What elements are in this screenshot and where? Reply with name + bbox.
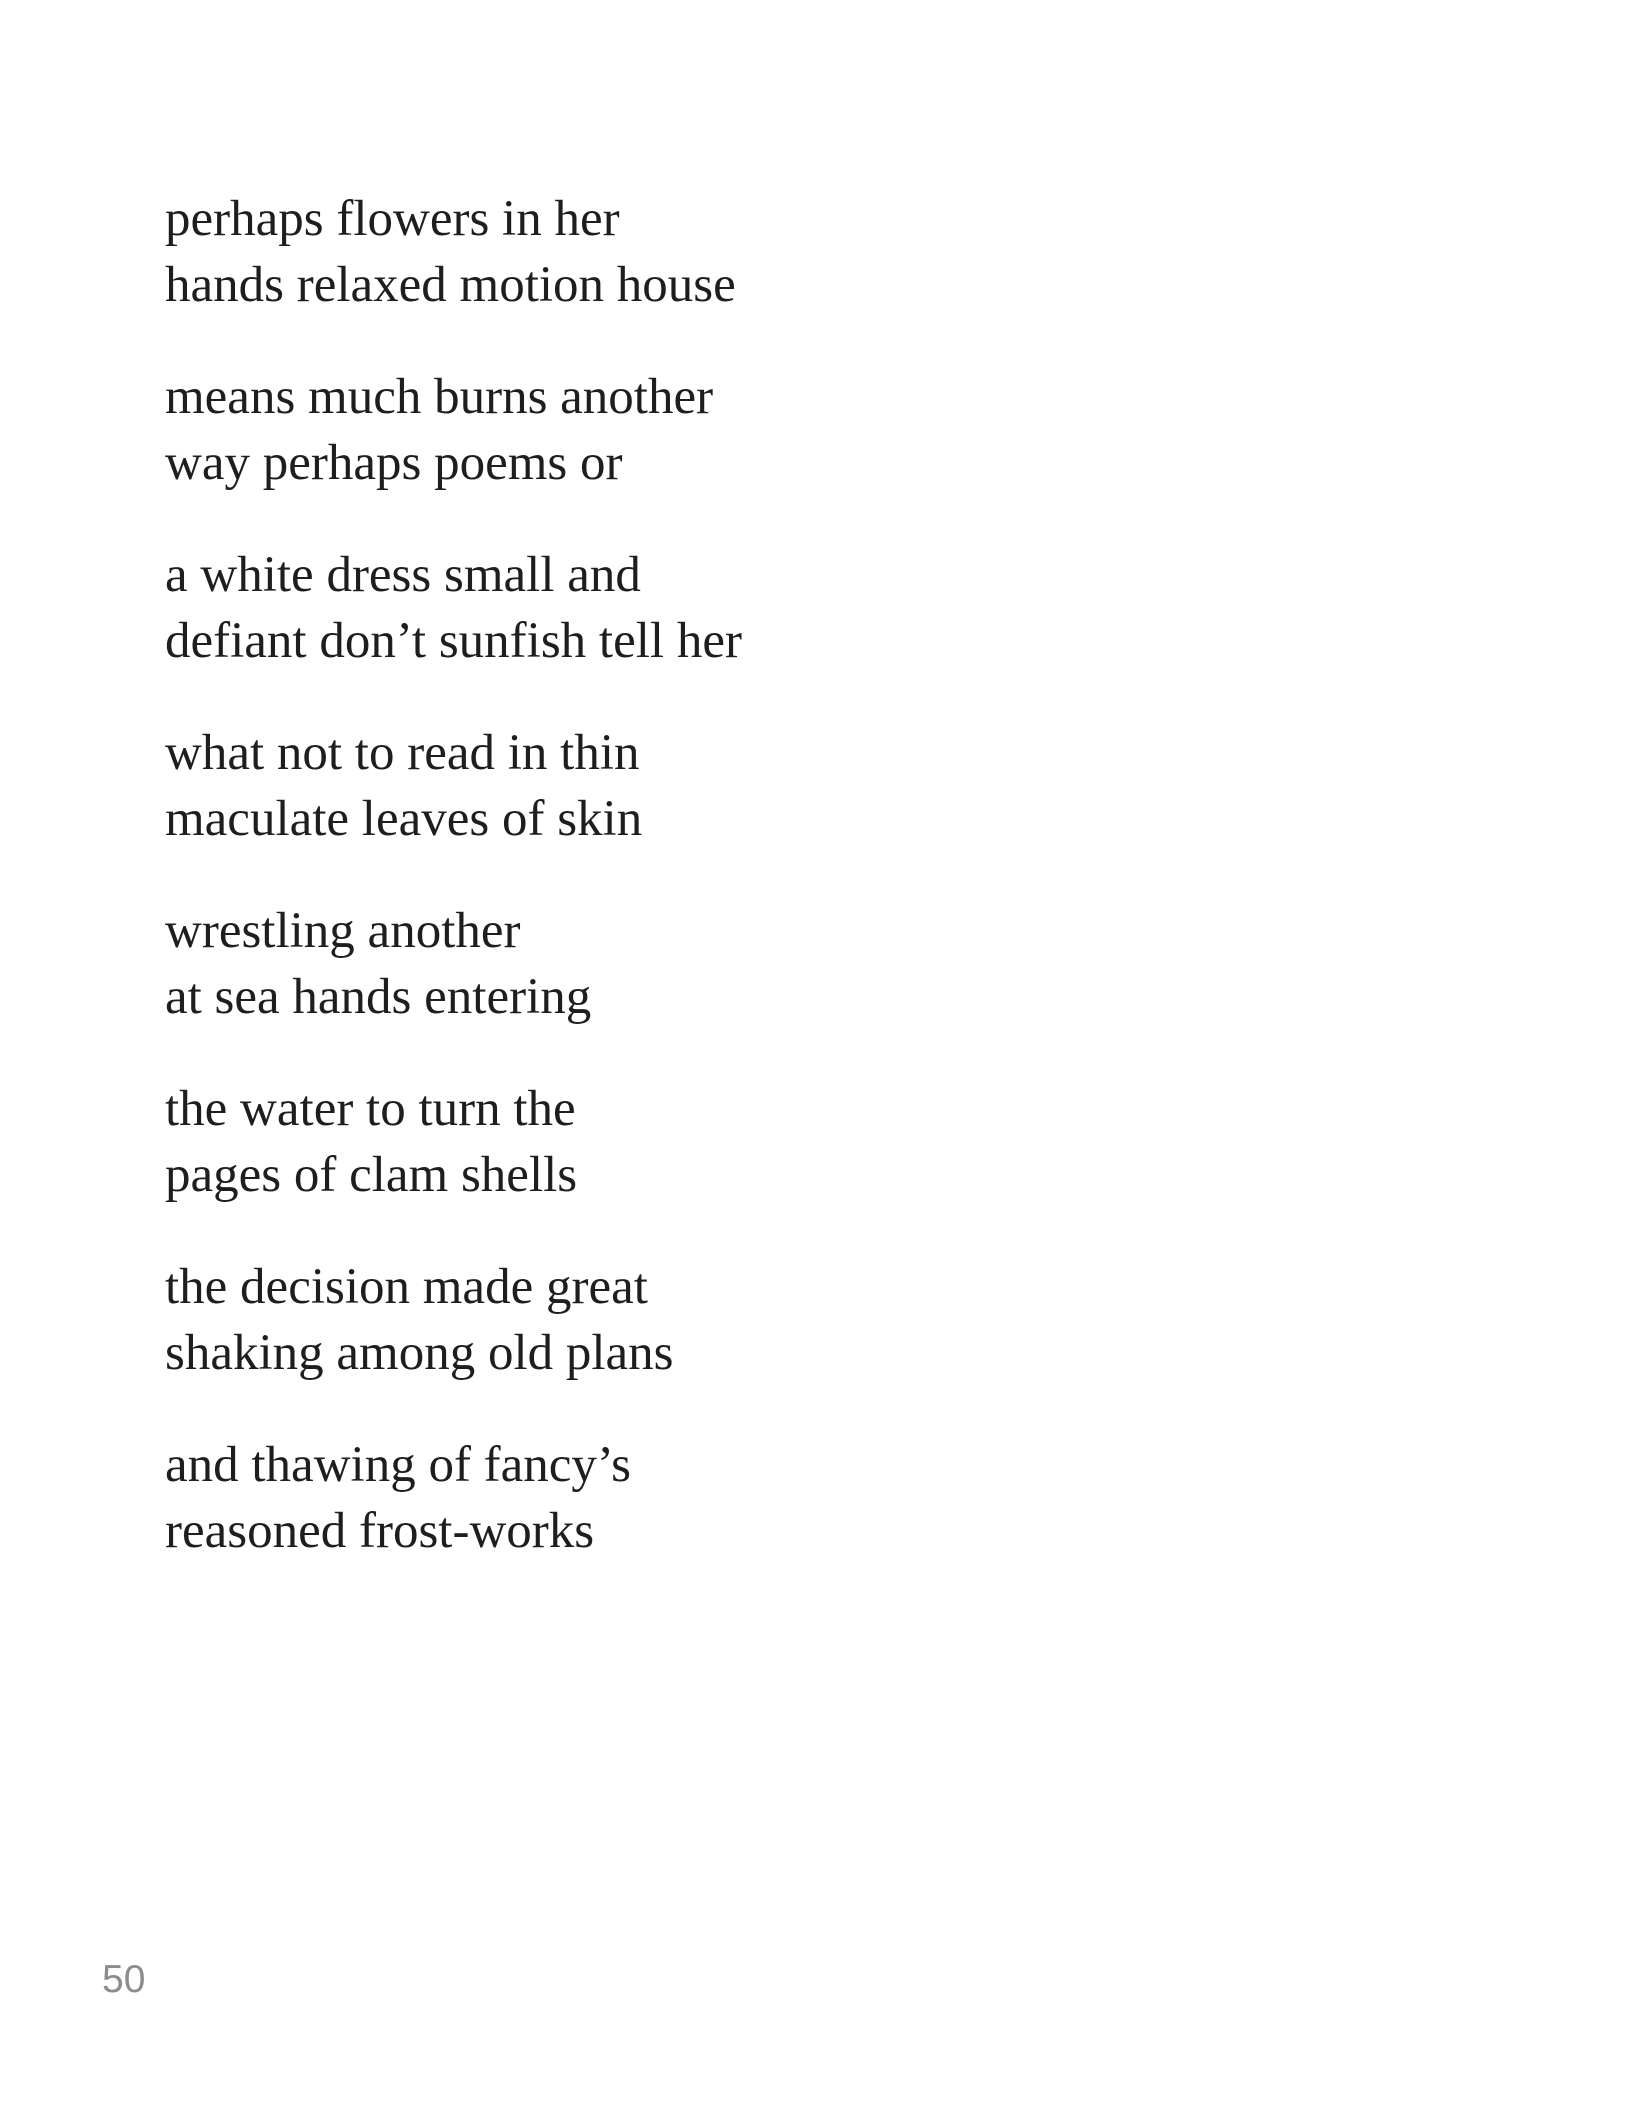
poem-line: what not to read in thin [165, 725, 640, 781]
poem-line: shaking among old plans [165, 1325, 674, 1381]
stanza [165, 1254, 742, 1386]
poem-line: way perhaps poems or [165, 435, 623, 491]
page-number: 50 [102, 1958, 146, 2001]
poem [165, 186, 742, 1610]
poem-line: the water to turn the [165, 1081, 576, 1137]
poem-line: wrestling another [165, 903, 521, 959]
poem-line: a white dress small and [165, 547, 641, 603]
stanza [165, 1432, 742, 1564]
stanza [165, 898, 742, 1030]
stanza [165, 364, 742, 496]
poem-line: perhaps flowers in her [165, 191, 620, 247]
poem-line: maculate leaves of skin [165, 791, 643, 847]
stanza [165, 720, 742, 852]
poem-line: at sea hands entering [165, 969, 592, 1025]
poem-line: means much burns another [165, 369, 714, 425]
stanza [165, 1076, 742, 1208]
poem-line: defiant don’t sunfish tell her [165, 613, 742, 669]
poem-line: hands relaxed motion house [165, 257, 736, 313]
poem-line: the decision made great [165, 1259, 648, 1315]
poem-line: pages of clam shells [165, 1147, 578, 1203]
stanza [165, 542, 742, 674]
poem-line: and thawing of fancy’s [165, 1437, 631, 1493]
poem-line: reasoned frost-works [165, 1503, 595, 1559]
stanza [165, 186, 742, 318]
